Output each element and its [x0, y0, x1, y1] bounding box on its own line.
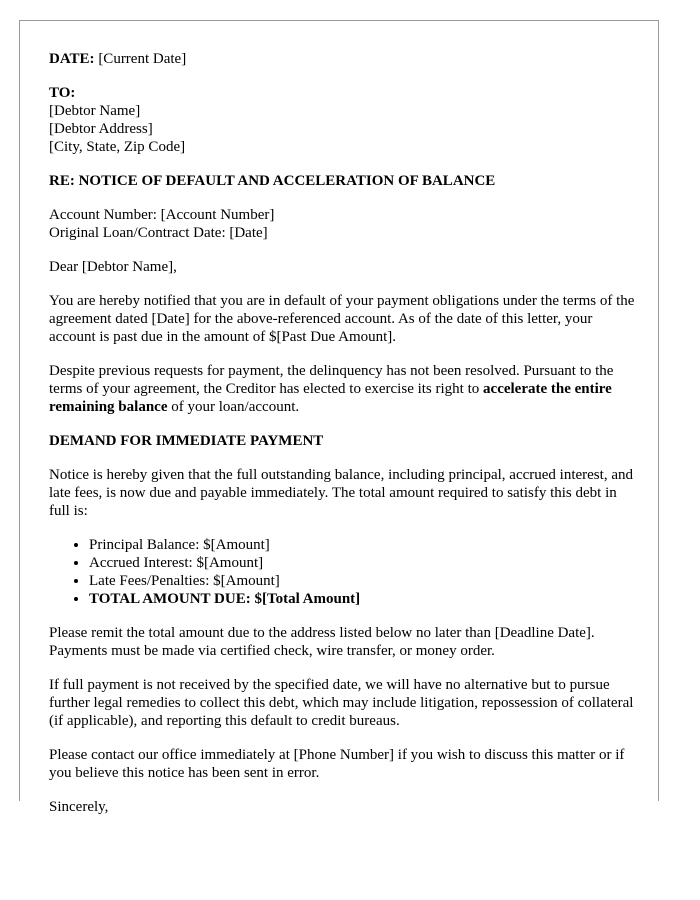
acceleration-text-after: of your loan/account. [167, 399, 300, 415]
total-amount-due: TOTAL AMOUNT DUE: $[Total Amount] [89, 591, 361, 607]
salutation: Dear [Debtor Name], [49, 259, 177, 275]
amount-list [49, 536, 639, 608]
recipient-block [49, 84, 639, 156]
legal-remedies-paragraph: If full payment is not received by the specified date, we will have no alternative but to pursue further legal remedies to collect this debt, which may include litigation, repossession of collateral (if applicable), and reporting this default to credit bureaus. [49, 677, 634, 729]
amount-item-principal: • Principal Balance: $[Amount] [89, 536, 639, 554]
debtor-name: [Debtor Name] [49, 103, 141, 119]
to-label: TO: [49, 85, 76, 101]
contact-paragraph: Please contact our office immediately at [Phone Number] if you wish to discuss this matter or if you believe this notice has been sent in error. [49, 747, 625, 781]
acceleration-text-before: Despite previous requests for payment, the delinquency has not been resolved. Pursuant to the terms of your agreement, the Creditor has elected to exercise its right to [49, 363, 614, 397]
letter-body [49, 50, 639, 832]
date-label: DATE: [49, 51, 95, 67]
acceleration-paragraph [49, 362, 639, 416]
closing: Sincerely, [49, 799, 109, 815]
original-contract-date: Original Loan/Contract Date: [Date] [49, 225, 268, 241]
remittance-paragraph: Please remit the total amount due to the address listed below no later than [Deadline Date]. Payments must be made via certified check, wire transfer, or money order. [49, 625, 595, 659]
date-line [49, 50, 639, 68]
account-number: Account Number: [Account Number] [49, 207, 275, 223]
subject-text: RE: NOTICE OF DEFAULT AND ACCELERATION OF BALANCE [49, 173, 496, 189]
amount-item-late-fees: • Late Fees/Penalties: $[Amount] [89, 572, 639, 590]
demand-heading [49, 432, 639, 450]
amount-item-total [89, 590, 639, 608]
amount-item-interest: • Accrued Interest: $[Amount] [89, 554, 639, 572]
debtor-address: [Debtor Address] [49, 121, 153, 137]
date-value: [Current Date] [98, 51, 187, 67]
letter-page [19, 20, 659, 815]
subject-line [49, 172, 639, 190]
debtor-city-state-zip: [City, State, Zip Code] [49, 139, 186, 155]
default-notice-paragraph: You are hereby notified that you are in default of your payment obligations under the terms of the agreement dated [Date] for the above-referenced account. As of the date of this letter, your account is past due in the amount of $[Past Due Amount]. [49, 293, 635, 345]
account-info [49, 206, 639, 242]
demand-heading-text: DEMAND FOR IMMEDIATE PAYMENT [49, 433, 324, 449]
demand-paragraph: Notice is hereby given that the full outstanding balance, including principal, accrued interest, and late fees, is now due and payable immediately. The total amount required to satisfy this debt in full is: [49, 467, 633, 519]
acceleration-emphasis: accelerate the entire remaining balance [49, 381, 612, 415]
